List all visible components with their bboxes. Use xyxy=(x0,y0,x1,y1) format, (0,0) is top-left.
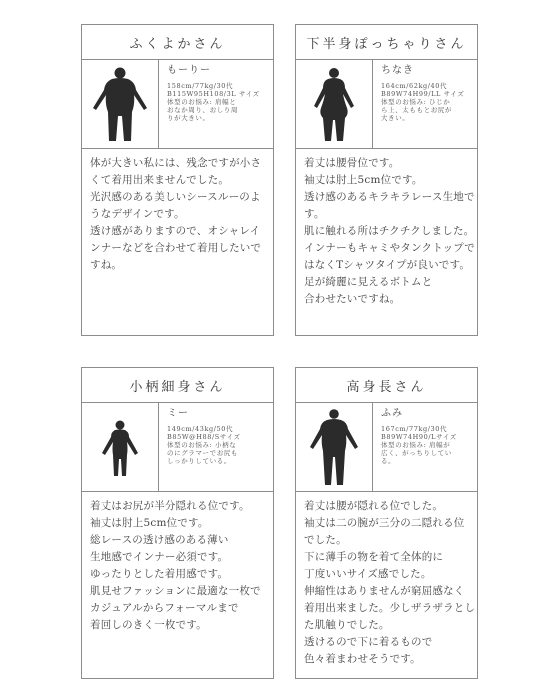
card-title: 高身長さん xyxy=(296,368,477,403)
card-title: 小柄細身さん xyxy=(82,368,273,403)
review-line: 総レースの透け感のある薄い xyxy=(90,534,229,546)
review-line: 合わせたいですね。 xyxy=(304,293,401,305)
profile-info xyxy=(373,403,457,491)
profile-row xyxy=(82,60,273,149)
review-line: 着丈はお尻が半分隠れる位です。 xyxy=(90,500,250,512)
figure-cell xyxy=(82,403,159,491)
reviewer-measurements: B85W@H88/Sサイズ xyxy=(167,432,241,441)
profile-info xyxy=(159,403,241,491)
review-card-plus-size xyxy=(81,24,274,336)
review-line: はなくTシャツタイプが良いです。 xyxy=(304,259,471,271)
tall-silhouette-icon xyxy=(303,407,365,487)
profile-info xyxy=(159,60,260,148)
review-text xyxy=(296,492,477,668)
reviewer-stats: 164cm/62kg/40代 xyxy=(381,81,448,90)
review-text xyxy=(296,149,477,308)
review-text xyxy=(82,149,273,274)
review-line: 光沢感のある美しいシースルーのよ xyxy=(90,191,261,203)
review-card-tall xyxy=(295,367,478,679)
review-line: うなデザインです。 xyxy=(90,208,185,220)
reviewer-measurements: B89W74H99/LL サイズ xyxy=(381,89,465,98)
card-title: ふくよかさん xyxy=(82,25,273,60)
review-line: 袖丈は肘上5cm位です。 xyxy=(90,517,209,529)
reviewer-stats: 149cm/43kg/50代 xyxy=(167,424,234,433)
petite-silhouette-icon xyxy=(89,407,151,487)
review-card-pear-shape xyxy=(295,24,478,336)
review-line: 丁度いいサイズ感でした。 xyxy=(304,568,432,580)
review-line: インナーもキャミやタンクトップで xyxy=(304,242,475,254)
reviewer-name: ふみ xyxy=(381,408,403,419)
review-line: 肌見せファッションに最適な一枚で xyxy=(90,585,261,597)
reviewer-body-concern: 体型のお悩み: 肩幅と おなか周り、おしり周 りが大きい。 xyxy=(167,97,238,122)
review-line: 袖丈は二の腕が三分の二隠れる位 xyxy=(304,517,465,529)
review-line: 下に薄手の物を着て全体的に xyxy=(304,551,444,563)
review-line: ゆったりとした着用感です。 xyxy=(90,568,229,580)
pear-shape-silhouette-icon xyxy=(303,64,365,144)
review-line: す。 xyxy=(304,208,325,220)
plus-size-silhouette-icon xyxy=(89,64,151,144)
reviewer-name: ちなき xyxy=(381,65,414,76)
reviewer-stats: 158cm/77kg/30代 xyxy=(167,81,234,90)
review-card-petite xyxy=(81,367,274,679)
reviewer-body-concern: 体型のお悩み: 小柄な のにグラマーでお尻も しっかりしている。 xyxy=(167,440,238,465)
reviewer-name: ミー xyxy=(167,408,189,419)
review-line: ンナーなどを合わせて着用したいで xyxy=(90,242,262,254)
review-line: くて着用出来ませんでした。 xyxy=(90,174,230,186)
review-line: 透け感がありますので、オシャレイ xyxy=(90,225,261,237)
figure-cell xyxy=(296,403,373,491)
figure-cell xyxy=(296,60,373,148)
review-line: 肌に触れる所はチクチクしました。 xyxy=(304,225,475,237)
review-line: 透けるので下に着るもので xyxy=(304,636,433,648)
profile-info xyxy=(373,60,464,148)
review-line: カジュアルからフォーマルまで xyxy=(90,602,239,614)
review-text xyxy=(82,492,273,634)
review-line: 体が大きい私には、残念ですが小さ xyxy=(90,157,262,169)
review-line: 色々着まわせそうです。 xyxy=(304,653,421,665)
reviewer-body-concern: 体型のお悩み: 肩幅が 広く、がっちりしてい る。 xyxy=(381,440,452,465)
card-title: 下半身ぽっちゃりさん xyxy=(296,25,477,60)
reviewer-measurements: B89W74H90/Lサイズ xyxy=(381,432,457,441)
review-line: 着丈は腰骨位です。 xyxy=(304,157,400,169)
figure-cell xyxy=(82,60,159,148)
review-line: 生地感でインナー必須です。 xyxy=(90,551,229,563)
review-line: 袖丈は肘上5cm位です。 xyxy=(304,174,423,186)
review-line: すね。 xyxy=(90,259,123,271)
reviewer-name: もーりー xyxy=(167,65,211,76)
reviewer-measurements: B115W95H108/3L サイズ xyxy=(167,89,260,98)
profile-row xyxy=(296,403,477,492)
profile-row xyxy=(82,403,273,492)
reviewer-stats: 167cm/77kg/30代 xyxy=(381,424,448,433)
review-line: た肌触りでした。 xyxy=(304,619,390,631)
reviewer-body-concern: 体型のお悩み: ひじか ら上、太ももとお尻が 大きい。 xyxy=(381,97,452,122)
review-line: 伸縮性はありませんが窮屈感なく xyxy=(304,585,465,597)
profile-row xyxy=(296,60,477,149)
review-line: 足が綺麗に見えるボトムと xyxy=(304,276,433,288)
review-line: 着用出来ました。少しザラザラとし xyxy=(304,602,476,614)
review-line: 透け感のあるキラキラレース生地で xyxy=(304,191,475,203)
review-line: 着回しのきく一枚です。 xyxy=(90,619,207,631)
review-line: 着丈は腰が隠れる位でした。 xyxy=(304,500,444,512)
review-line: でした。 xyxy=(304,534,347,546)
